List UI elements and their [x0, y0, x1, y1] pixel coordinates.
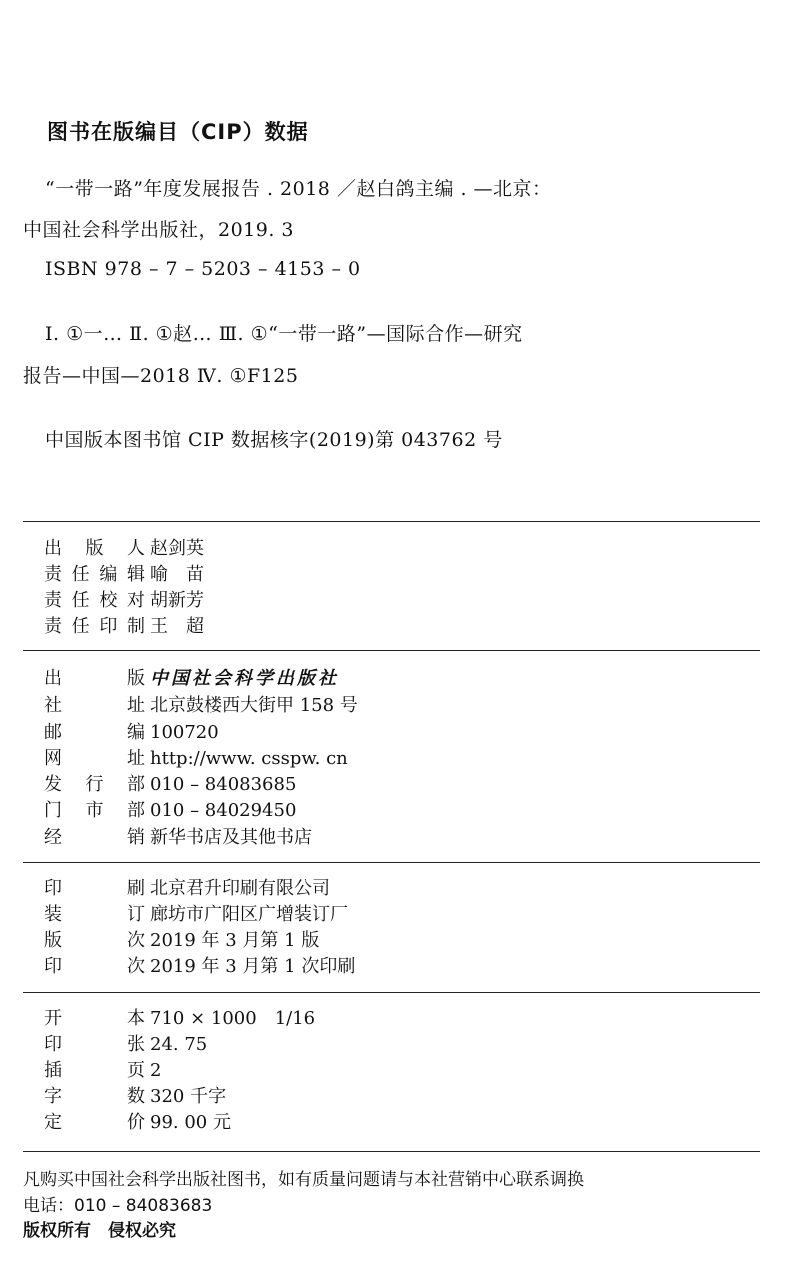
publisher-logo-text: 中国社会科学出版社	[150, 668, 339, 689]
field-value: 王 超	[150, 616, 204, 637]
spec-row	[44, 1006, 315, 1032]
divider	[23, 992, 760, 993]
field-label: 版次	[44, 930, 145, 951]
field-label: 责任印制	[44, 616, 145, 637]
publisher-row	[44, 693, 358, 719]
field-label: 发行部	[44, 774, 145, 795]
publisher-row	[44, 825, 312, 851]
field-label: 出版人	[44, 538, 145, 559]
cip-line-title: “一带一路”年度发展报告 . 2018 ／赵白鸽主编 . —北京：	[45, 178, 552, 200]
field-label: 开本	[44, 1008, 145, 1029]
field-label: 定价	[44, 1112, 145, 1133]
spec-row	[44, 1032, 207, 1058]
field-value: 2019 年 3 月第 1 版	[150, 930, 320, 951]
staff-row	[44, 588, 204, 614]
printing-row	[44, 928, 319, 954]
field-label: 出版	[44, 668, 145, 689]
publisher-row	[44, 720, 219, 746]
website-link: http://www. csspw. cn	[150, 748, 348, 769]
field-label: 责任校对	[44, 590, 145, 611]
cip-heading: 图书在版编目（CIP）数据	[47, 120, 309, 144]
field-value: 喻 苗	[150, 564, 204, 585]
field-value: 010 – 84029450	[150, 800, 297, 821]
field-value: 赵剑英	[150, 538, 204, 559]
field-value: 北京君升印刷有限公司	[150, 878, 330, 899]
staff-row	[44, 562, 204, 588]
publisher-row	[44, 666, 339, 692]
printing-row	[44, 902, 348, 928]
staff-row	[44, 536, 204, 562]
printing-row	[44, 876, 330, 902]
field-label: 印次	[44, 956, 145, 977]
field-value: 710 × 1000 1/16	[150, 1008, 316, 1029]
field-label: 网址	[44, 748, 145, 769]
copyright-notice: 版权所有 侵权必究	[23, 1221, 176, 1241]
field-value: 北京鼓楼西大街甲 158 号	[150, 695, 358, 716]
cip-line-publisher: 中国社会科学出版社，2019. 3	[23, 219, 295, 241]
cip-line-classification: Ⅰ. ①一… Ⅱ. ①赵… Ⅲ. ①“一带一路”—国际合作—研究	[45, 323, 523, 345]
field-value: 胡新芳	[150, 590, 204, 611]
field-value: 新华书店及其他书店	[150, 827, 312, 848]
field-label: 插页	[44, 1060, 145, 1081]
quality-notice: 凡购买中国社会科学出版社图书，如有质量问题请与本社营销中心联系调换	[23, 1170, 584, 1190]
divider	[23, 650, 760, 651]
field-value: 廊坊市广阳区广增装订厂	[150, 904, 348, 925]
publisher-row	[44, 746, 348, 772]
field-label: 责任编辑	[44, 564, 145, 585]
field-label: 社址	[44, 695, 145, 716]
spec-row	[44, 1110, 231, 1136]
field-label: 经销	[44, 827, 145, 848]
field-value: 010 – 84083685	[150, 774, 297, 795]
field-value: 320 千字	[150, 1086, 227, 1107]
divider	[23, 1151, 760, 1152]
staff-row	[44, 614, 204, 640]
field-label: 装订	[44, 904, 145, 925]
field-value: 2	[150, 1060, 162, 1081]
field-label: 字数	[44, 1086, 145, 1107]
contact-phone: 电话：010 – 84083683	[23, 1196, 213, 1216]
field-label: 门市部	[44, 800, 145, 821]
divider	[23, 862, 760, 863]
field-label: 邮编	[44, 722, 145, 743]
publisher-row	[44, 798, 296, 824]
publisher-row	[44, 772, 296, 798]
spec-row	[44, 1058, 161, 1084]
field-value: 2019 年 3 月第 1 次印刷	[150, 956, 356, 977]
cip-line-classification-cont: 报告—中国—2018 Ⅳ. ①F125	[23, 365, 299, 387]
field-label: 印刷	[44, 878, 145, 899]
cip-line-record-number: 中国版本图书馆 CIP 数据核字(2019)第 043762 号	[45, 429, 503, 451]
divider	[23, 521, 760, 522]
field-value: 99. 00 元	[150, 1112, 231, 1133]
spec-row	[44, 1084, 226, 1110]
field-label: 印张	[44, 1034, 145, 1055]
printing-row	[44, 954, 355, 980]
cip-line-isbn: ISBN 978 – 7 – 5203 – 4153 – 0	[45, 258, 361, 280]
field-value: 24. 75	[150, 1034, 208, 1055]
field-value: 100720	[150, 722, 219, 743]
